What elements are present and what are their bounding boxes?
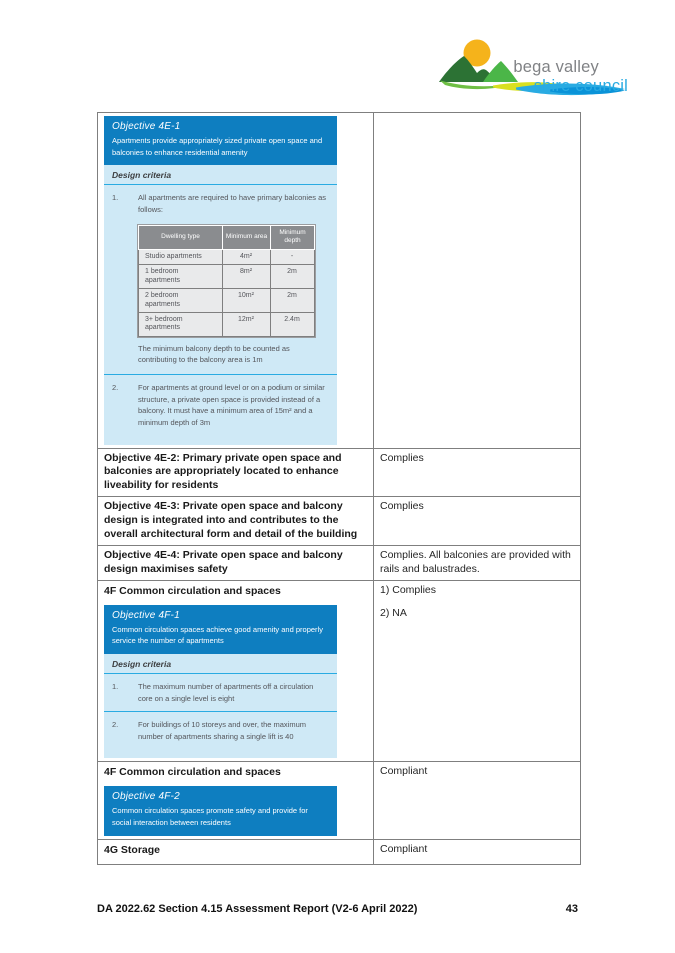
item-number: 2. [112, 383, 119, 393]
response-cell-4e1 [374, 113, 581, 449]
response-line-2: 2) NA [380, 606, 407, 619]
objective-cell-4g [98, 839, 374, 864]
table-row-objective-4e1 [98, 113, 581, 449]
response-cell-4g [374, 839, 581, 864]
response-text: Complies [380, 451, 424, 464]
adg-objective-title: Objective 4F-2 [112, 791, 180, 803]
adg-objective-text: Common circulation spaces achieve good amenity and properly service the number of apartments [112, 624, 323, 646]
table-row-objective-4e2 [98, 448, 581, 497]
item-text: The maximum number of apartments off a circulation core on a single level is eight [138, 681, 314, 703]
item-text: For buildings of 10 storeys and over, the maximum number of apartments sharing a single lift is 40 [138, 720, 306, 741]
item-number: 2. [112, 720, 119, 730]
page-footer [97, 903, 578, 915]
adg-objective-text: Common circulation spaces promote safety and provide for social interaction between residents [112, 806, 308, 828]
adg-objective-title: Objective 4E-1 [112, 121, 181, 132]
council-logo-text [513, 58, 628, 96]
response-text: Complies. All balconies are provided with rails and balustrades. [380, 548, 571, 575]
dwelling-type: 1 bedroom apartments [139, 265, 223, 289]
minimum-area: 10m² [223, 289, 271, 313]
design-criteria-item-1 [104, 185, 337, 222]
section-heading: 4G Storage [104, 843, 161, 856]
column-header: Minimum depth [271, 225, 315, 250]
adg-objective-header [104, 786, 337, 835]
table-row-4f-circulation-1 [98, 580, 581, 762]
adg-excerpt-4f2 [104, 786, 337, 835]
objective-cell-4e3 [98, 497, 374, 546]
objective-cell-4e2 [98, 448, 374, 497]
adg-objective-text: Apartments provide appropriately sized private open space and balconies to enhance residential amenity [112, 136, 323, 157]
adg-excerpt-4f1 [104, 605, 337, 759]
minimum-depth: 2.4m [271, 312, 315, 336]
adg-objective-title: Objective 4F-1 [112, 609, 180, 621]
item-number: 1. [112, 193, 119, 203]
adg-excerpt-4e1 [104, 116, 337, 445]
objective-text: Objective 4E-3: Private open space and balcony design is integrated into and contributes to the overall architectural form and detail of the building [104, 500, 358, 540]
response-line-1: 1) Complies [380, 583, 437, 596]
adg-objective-header [104, 116, 337, 165]
assessment-table [97, 112, 581, 865]
objective-cell-4e1 [98, 113, 374, 449]
item-number: 1. [112, 681, 119, 691]
response-cell-4f2 [374, 762, 581, 839]
table-row-objective-4e4 [98, 545, 581, 580]
table-row-4g-storage [98, 839, 581, 864]
minimum-area: 12m² [223, 312, 271, 336]
item-text: For apartments at ground level or on a podium or similar structure, a private open space is provided instead of a balcony. It must have a minimum area of 15m² and a minimum depth of 3m [138, 383, 325, 427]
objective-cell-4f1 [98, 580, 374, 762]
table-row [139, 250, 315, 265]
response-cell-4e2 [374, 448, 581, 497]
response-text [380, 584, 573, 621]
column-header: Minimum area [223, 225, 271, 250]
response-text: Complies [380, 500, 424, 513]
minimum-area: 8m² [223, 265, 271, 289]
section-heading: 4F Common circulation and spaces [104, 766, 281, 779]
adg-objective-header [104, 605, 337, 654]
minimum-depth: - [271, 250, 315, 265]
dwelling-type: 3+ bedroom apartments [139, 312, 223, 336]
dwelling-table-header-row [139, 225, 315, 250]
adg-design-criteria-section [104, 165, 337, 444]
design-criteria-item-2 [104, 712, 337, 749]
minimum-depth: 2m [271, 265, 315, 289]
response-cell-4f1 [374, 580, 581, 762]
footer-document-title: DA 2022.62 Section 4.15 Assessment Report (V2-6 April 2022) [97, 903, 418, 915]
table-row-4f-circulation-2 [98, 762, 581, 839]
response-text: Compliant [380, 842, 428, 855]
council-logo [438, 36, 628, 100]
table-row [139, 312, 315, 336]
logo-name-line1: bega valley [513, 58, 599, 76]
dwelling-type: Studio apartments [139, 250, 223, 265]
dwelling-balcony-table [138, 225, 315, 337]
objective-cell-4e4 [98, 545, 374, 580]
response-cell-4e4 [374, 545, 581, 580]
adg-design-criteria-section [104, 654, 337, 759]
footer-page-number: 43 [565, 903, 578, 915]
objective-text: Objective 4E-2: Primary private open space and balconies are appropriately located to enhance liveability for residents [104, 451, 342, 492]
design-criteria-label: Design criteria [104, 165, 337, 185]
response-text: Compliant [380, 765, 428, 778]
objective-cell-4f2 [98, 762, 374, 839]
response-cell-4e3 [374, 497, 581, 546]
minimum-depth: 2m [271, 289, 315, 313]
table-row-objective-4e3 [98, 497, 581, 546]
logo-name-line2: shire council [533, 77, 628, 95]
design-criteria-item-1 [104, 674, 337, 711]
minimum-area: 4m² [223, 250, 271, 265]
design-criteria-label: Design criteria [104, 654, 337, 674]
balcony-depth-note: The minimum balcony depth to be counted as contributing to the balcony area is 1m [138, 343, 290, 365]
table-row [139, 289, 315, 313]
table-row [139, 265, 315, 289]
item-text: All apartments are required to have primary balconies as follows: [138, 193, 327, 214]
column-header: Dwelling type [139, 225, 223, 250]
design-criteria-item-2 [104, 375, 337, 436]
objective-text: Objective 4E-4: Private open space and balcony design maximises safety [104, 548, 343, 575]
dwelling-type: 2 bedroom apartments [139, 289, 223, 313]
section-heading: 4F Common circulation and spaces [104, 584, 281, 597]
